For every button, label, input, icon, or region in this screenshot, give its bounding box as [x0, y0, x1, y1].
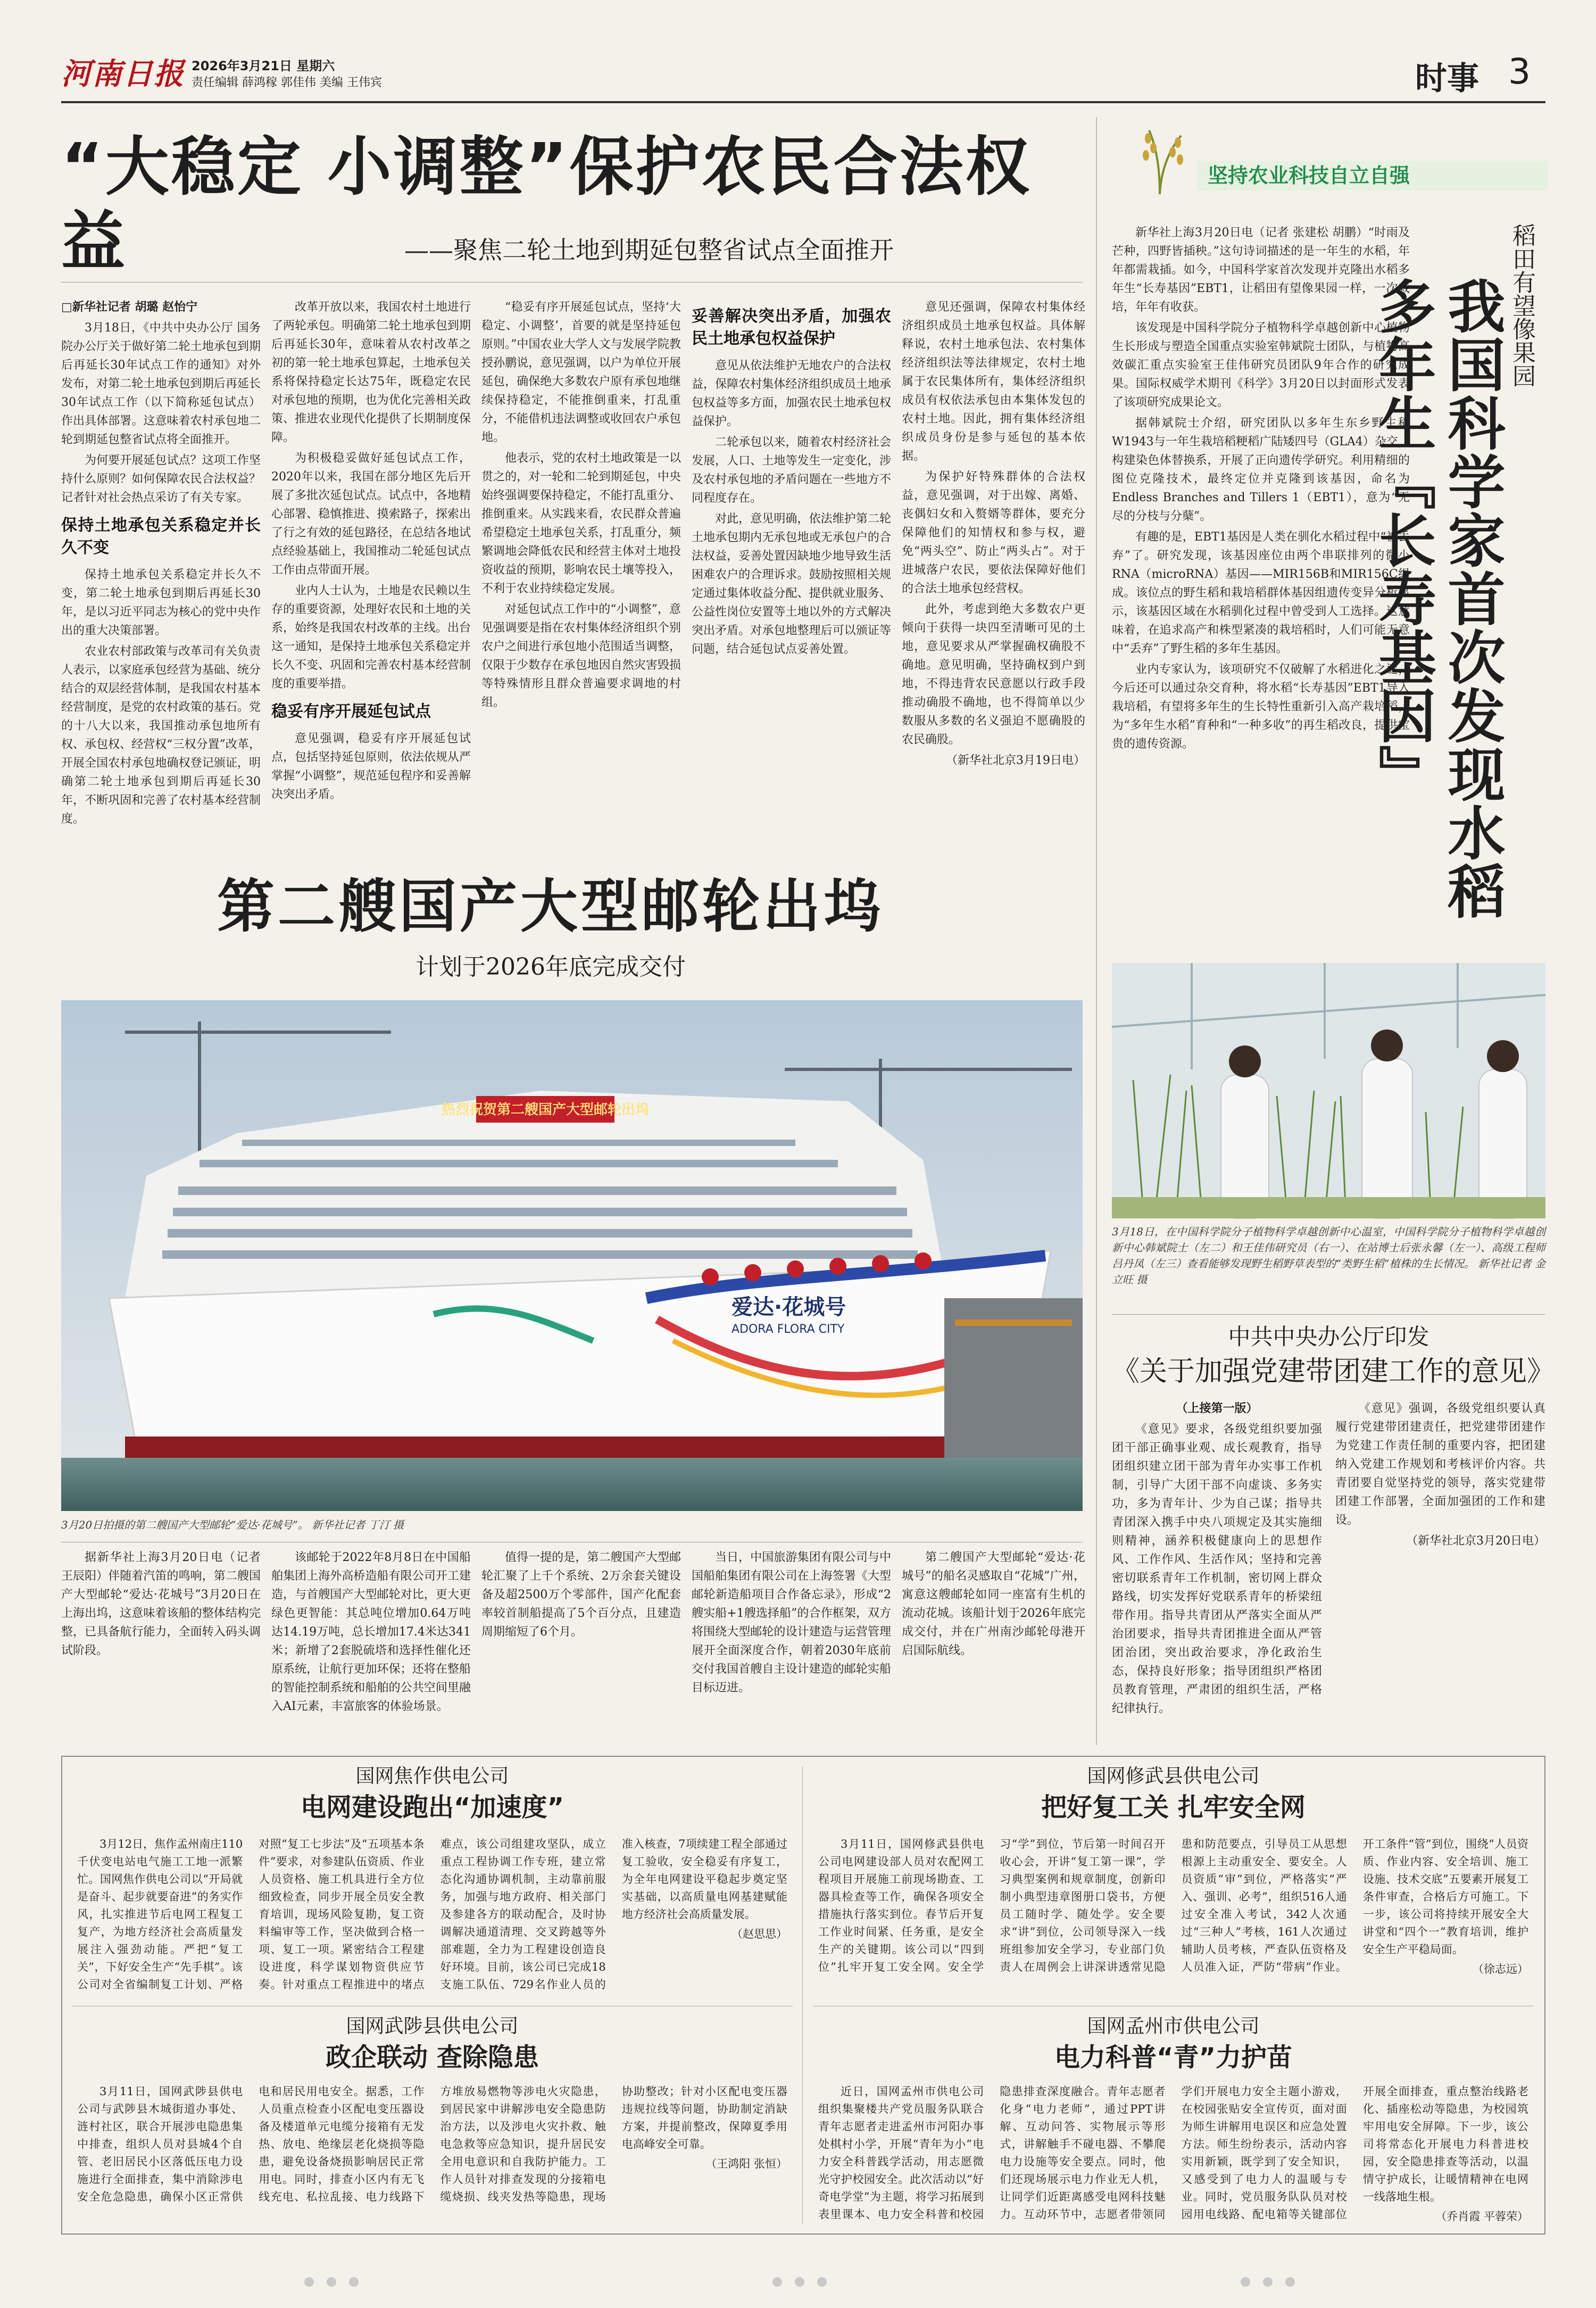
brief-title: 电网建设跑出“加速度” — [300, 1792, 564, 1822]
lead-para: 对此，意见明确，依法维护第二轮土地承包期内无承包地或无承包户的合法权益，妥善处置因缺地少地导致生活困难农户的合理诉求。鼓励按照相关规定通过集体收益分配、提供就业服务、公益性岗位安置等土地以外的方式解决突出矛盾。对承包地整理后可以颁证等问题，结合延包试点妥善处置。 — [692, 512, 891, 656]
brief-org: 国网孟州市供电公司 — [1087, 2015, 1260, 2037]
masthead — [0, 0, 1596, 104]
party-dateline: （新华社北京3月20日电） — [1406, 1534, 1545, 1548]
masthead-date: 2026年3月21日 星期六 — [192, 59, 335, 73]
page-dot — [304, 2277, 314, 2287]
lead-para: 农业农村部政策与改革司有关负责人表示，以家庭承包经营为基础、统分结合的双层经营体制，是我国农村基本经营制度，是党的农村政策的基石。党的十八大以来，我国推动承包地所有权、承包权、经营权“三权分置”改革，开展全国农村承包地确权登记颁证，明确第二轮土地承包到期后再延长30年，不断巩固和完善了农村基本经营制度。 — [61, 645, 261, 826]
cruise-para: 该邮轮于2022年8月8日在中国船舶集团上海外高桥造船有限公司开工建造，与首艘国产大型邮轮对比，更大更绿色更智能：其总吨位增加0.64万吨达14.19万吨，总长增加17.4米达341米；新增了2套脱硫塔和选择性催化还原系统，让航行更加环保；还将在整船的智能控制系统和船舶的公共空间里融入AI元素，丰富旅客的体验场景。 — [271, 1551, 471, 1713]
rice-caption: 3月18日，在中国科学院分子植物科学卓越创新中心温室，中国科学院分子植物科学卓越创新中心韩斌院士（左二）和王佳伟研究员（右一）、在站博士后张永馨（左一）、高级工程师吕丹凤（左三）查看能够发现野生稻野草表型的“类野生稻”植株的生长情况。 新华社记者 金立旺 摄 — [1112, 1225, 1545, 1286]
party-kicker: 中共中央办公厅印发 — [1228, 1324, 1429, 1350]
page-dot — [1241, 2277, 1250, 2287]
page-dot — [327, 2277, 336, 2287]
rice-para: 业内专家认为，该项研究不仅破解了水稻进化之谜，今后还可以通过杂交育种，将水稻“长寿基因”EBT1导入栽培稻，有望将多年生的生长特性重新引入高产栽培稻，为“多年生水稻”育种和“一种多收”的再生稻改良，提供宝贵的遗传资源。 — [1112, 663, 1410, 751]
brief-text: 近日，国网孟州市供电公司组织集聚楼共产党员服务队联合青年志愿者走进孟州市河阳办事处棋村小学，开展“青年为小”电力安全科普践学活动，用志愿微光守护校园安全。此次活动以“好奇电学堂”为主题，将学习拓展到表里课本、电力安全科普和校园隐患排查深度融合。青年志愿者化身“电力老师”，通过PPT讲解、互动问答、实物展示等形式，讲解触手不碰电器、不攀爬电力设施等安全要点。同时，他们还现场展示电力作业无人机，让同学们近距离感受电网科技魅力。互动环节中，志愿者带领同学们开展电力安全主题小游戏，在校园张贴安全宣传页，面对面为师生讲解用电误区和应急处置方法。师生纷纷表示，活动内容实用新颖，既学到了安全知识，又感受到了电力人的温暖与专业。同时，党员服务队队员对校园用电线路、配电箱等关键部位开展全面排查，重点整治线路老化、插座松动等隐患，为校园筑牢用电安全屏障。下一步，该公司将常态化开展电力科普进校园，安全隐患排查等活动，以温情守护成长，让暖情精神在电网一线落地生根。 — [818, 2085, 1528, 2221]
rice-plant-icon — [1123, 128, 1197, 197]
page-dot — [1285, 2277, 1295, 2287]
party-column-1 — [1112, 1399, 1322, 1724]
lead-para: 改革开放以来，我国农村土地进行了两轮承包。明确第二轮土地承包到期后再延长30年，意味着从农村改革之初的第一轮土地承包算起，土地承包关系将保持稳定长达75年，既稳定农民对承包地的预期，也为优化完善相关政策、推进农业现代化提供了长期制度保障。 — [271, 301, 471, 444]
rice-para: 新华社上海3月20日电（记者 张建松 胡鹏）“时雨及芒种，四野皆插秧。”这句诗词描述的是一年生的水稻，年年都需栽插。如今，中国科学家首次发现并克隆出水稻多年生“长寿基因”EBT1，让稻田有望像果园一样，一次栽培，年年有收获。 — [1112, 226, 1410, 314]
rice-column-left — [1112, 223, 1410, 958]
lead-para: 他表示，党的农村土地政策是一以贯之的，对一轮和二轮到期延包，中央始终强调要保持稳定，不能打乱重分、推倒重来。从实践来看，农民群众普遍希望稳定土地承包关系，打乱重分，频繁调地会降低农民和经营主体对土地投资收益的预期，影响农民土壤等投入，不利于农业持续稳定发展。 — [481, 452, 681, 595]
lead-column-5 — [902, 298, 1085, 830]
masthead-rule — [61, 101, 1545, 103]
lead-dateline: （新华社北京3月19日电） — [946, 754, 1085, 767]
lead-column-4 — [692, 298, 891, 830]
rice-banner — [1112, 128, 1545, 197]
rice-vertical-subtitle: 稻田有望像果园 — [1508, 223, 1535, 387]
lead-para: 对延包试点工作中的“小调整”，意见强调要是指在农村集体经济组织个别农户之间进行承包地小范围适当调整，仅限于少数存在承包地因自然灾害毁损等特殊情形且群众普遍要求调地的村组。 — [481, 603, 681, 709]
cruise-subtitle: 计划于2026年底完成交付 — [415, 953, 686, 981]
brief-author: （王鸿阳 张恒） — [705, 2157, 787, 2170]
lead-title: “大稳定 小调整”保护农民合法权益 — [61, 130, 1032, 279]
cruise-para: 第二艘国产大型邮轮“爱达·花城号”的船名灵感取自“花城”广州，寓意这艘邮轮如同一座富有生机的流动花城。该船计划于2026年底完成交付，并在广州南沙邮轮母港开启国际航线。 — [902, 1551, 1085, 1657]
cruise-column-4 — [692, 1548, 891, 1750]
rice-vertical-title: 我国科学家首次发现水稻多年生『长寿基因』 — [1369, 277, 1504, 920]
brief-body — [818, 1836, 1528, 1998]
party-para: 《意见》要求，各级党组织要加强团干部正确事业观、成长观教育，指导团组织建立团干部为青年办实事工作机制，引导广大团干部不向虚谈、多务实功，多为青年计、少为自己谋；指导共青团深入携手中央八项规定及其实施细则精神，涵养积极健康向上的思想作风、工作作风、生活作风；坚持和完善密切联系青年工作机制，密切网上群众路线，切实发挥好党联系青年的桥梁纽带作用。指导共青团从严落实全面从严治团要求，指导共青团推进全面从严管团治团，突出政治要求，净化政治生态，保持良好形象；指导团组织严格团员教育管理，严肃团的组织生活，严格纪律执行。 — [1112, 1423, 1322, 1715]
masthead-logo: 河南日报 — [61, 56, 185, 92]
brief-author: （徐志远） — [1473, 1963, 1528, 1975]
lead-para: 业内人士认为，土地是农民赖以生存的重要资源，处理好农民和土地的关系，始终是我国农村改革的主线。出台这一通知，是保持土地承包关系稳定并长久不变、巩固和完善农村基本经营制度的重要举措。 — [271, 584, 471, 691]
page-dot — [795, 2277, 804, 2287]
lead-column-2 — [271, 298, 471, 830]
brief-author: （赵思思） — [732, 1928, 787, 1940]
cruise-ship-illustration — [61, 1000, 1083, 1511]
party-column-2 — [1335, 1399, 1545, 1724]
brief-author: （乔肖霞 平蓉荣） — [1435, 2210, 1528, 2223]
brief-org: 国网焦作供电公司 — [355, 1765, 509, 1787]
page-dots-right — [1234, 2277, 1301, 2289]
lead-para: 二轮承包以来，随着农村经济社会发展，人口、土地等发生一定变化，涉及农村承包地的矛盾问题在一些地方不同程度存在。 — [692, 436, 891, 505]
cruise-caption: 3月20日拍摄的第二艘国产大型邮轮“爱达·花城号”。 新华社记者 丁汀 摄 — [61, 1518, 404, 1531]
page-number: 3 — [1508, 51, 1531, 92]
brief-text: 3月12日，焦作孟州南庄110千伏变电站电气施工工地一派繁忙。国网焦作供电公司以“开局就是奋斗、起步就要奋进”的务实作风，扎实推进节后电网工程复工复产，为地方经济社会高质量发展注入强劲动能。严把“复工关”，下好安全生产“先手棋”。该公司对全省编制复工计划、严格对照“复工七步法”及“五项基本条件”要求，对参建队伍资质、作业人员资格、施工机具进行全方位细致检查，同步开展全员安全教育培训，现场风险复勘，复工资料编审等工作，坚决做到合格一项、复工一项。紧密结合工程建设进度，科学谋划物资供应节奏。针对重点工程推进中的堵点难点，该公司组建攻坚队，成立重点工程协调工作专班，建立常态化沟通协调机制，主动靠前服务，加强与地方政府、相关部门及参建各方的联动配合，及时协调解决通道清理、交叉跨越等外部难题，全力为工程建设创造良好环境。目前，该公司已完成18支施工队伍、729名作业人员的准入核查，7项续建工程全部通过复工验收，安全稳妥有序复工，为全年电网建设平稳起步奠定坚实基础，以高质量电网基建赋能地方经济社会高质量发展。 — [77, 1838, 787, 1991]
section-title: 时事 — [1415, 60, 1479, 97]
party-top-rule — [1112, 1314, 1545, 1315]
brief-text: 3月11日，国网修武县供电公司电网建设部人员对农配网工程项目开展施工前现场勘查、工器具检查等工作，确保各项安全措施执行落实到位。春节后开复工作业时间紧、任务重，是安全生产的关键期。该公司以“四到位”扎牢开复工安全网。安全学习“学”到位，节后第一时间召开收心会，开讲“复工第一课”，学习典型案例和规章制度，创新印制小典型违章图册口袋书，方便员工随时学、随处学。安全要求“讲”到位，公司领导深入一线班组参加安全学习，专业部门负责人在周例会上讲深讲透常见隐患和防范要点，引导员工从思想根源上主动重安全、要安全。人员资质“审”到位，严格落实“严入、强训、必考”，组织516人通过安全准入考试，342人次通过“三种人”考核，161人次通过辅助人员考核，严查队伍资格及人员准入证，严防“带病”作业。开工条件“管”到位，围绕“人员资质、作业内容、安全培训、施工设施、技术交底”五要素开展复工条件审查，合格后方可施工。下一步，该公司将持续开展安全大讲堂和“四个一”教育培训，维护安全生产平稳局面。 — [818, 1838, 1528, 1973]
masthead-editors: 责任编辑 薛鸿稼 郭佳伟 美编 王伟宾 — [192, 76, 382, 89]
lead-para: 3月18日，《中共中央办公厅 国务院办公厅关于做好第二轮土地承包到期后再延长30年试点工作的通知》对外发布，对第二轮土地承包到期后再延长30年试点工作（以下简称延包试点）作出具体部署。这意味着农村承包地二轮到期延包整省试点将全面推开。 — [61, 321, 261, 446]
lead-subhead: 保持土地承包关系稳定并长久不变 — [61, 516, 261, 557]
page-dots-center — [766, 2277, 833, 2289]
rice-para: 据韩斌院士介绍，研究团队以多年生东乡野生稻W1943与一年生栽培稻粳稻广陆矮四号（GLA4）杂交，构建染色体替换系，开展了正向遗传学研究。利用精细的图位克隆技术，最终定位并克隆到该基因，命名为Endless Branches and Tillers 1（EBT1），意为“无尽的分枝与分蘖”。 — [1112, 417, 1410, 523]
cruise-column-3 — [481, 1548, 681, 1750]
brief-body — [818, 2083, 1528, 2227]
lead-byline: □新华社记者 胡璐 赵怡宁 — [61, 300, 198, 314]
ship-banner-text: 热烈祝贺第二艘国产大型邮轮出坞 — [441, 1102, 650, 1118]
lead-para: 为保护好特殊群体的合法权益，意见强调，对于出嫁、离婚、丧偶妇女和入赘婿等群体，要充分保障他们的知情权和参与权，避免“两头空”、防止“两头占”。对于进城落户农民，要依法保障好他们的合法土地承包经营权。 — [902, 470, 1085, 595]
party-title: 《关于加强党建带团建工作的意见》 — [1112, 1356, 1555, 1388]
brief-body — [77, 1836, 787, 1998]
page-dot — [349, 2277, 359, 2287]
ship-name-text: 爱达·花城号 — [732, 1295, 846, 1319]
lead-subhead: 妥善解决突出矛盾，加强农民土地承包权益保护 — [692, 307, 891, 348]
lead-subtitle: ——聚焦二轮土地到期延包整省试点全面推开 — [404, 236, 894, 264]
lead-para: “稳妥有序开展延包试点，坚持‘大稳定、小调整’，首要的就是坚持延包原则。”中国农业大学人文与发展学院教授孙鹏说，意见强调，以户为单位开展延包，确保绝大多数农户原有承包地继续保持稳定，不能推倒重来，打乱重分，不能借机违法调整或收回农户承包地。 — [481, 301, 681, 444]
brief-title: 把好复工关 扎牢安全网 — [1041, 1792, 1306, 1822]
party-from-page: （上接第一版） — [1176, 1401, 1258, 1415]
brief-org: 国网武陟县供电公司 — [346, 2015, 519, 2037]
brief-title: 电力科普“青”力护苗 — [1054, 2043, 1293, 2072]
cruise-column-2 — [271, 1548, 471, 1750]
cruise-para: 值得一提的是，第二艘国产大型邮轮汇聚了上千个系统、2万余套关键设备及超2500万个零部件，国产化配套率较首制船提高了5个百分点，且建造周期缩短了6个月。 — [481, 1551, 681, 1639]
page-dot — [772, 2277, 782, 2287]
lead-column-3 — [481, 298, 681, 830]
lead-para: 意见从依法维护无地农户的合法权益，保障农村集体经济组织成员土地承包权益等多方面，加强农民土地承包权益保护。 — [692, 359, 891, 428]
greenhouse-scene — [1112, 963, 1545, 1218]
lead-para: 为何要开展延包试点？这项工作坚持什么原则？如何保障农民合法权益？记者针对社会热点采访了有关专家。 — [61, 454, 261, 504]
page-column-divider — [1096, 117, 1097, 1745]
cruise-photo — [61, 1000, 1083, 1511]
party-para: 《意见》强调，各级党组织要认真履行党建带团建责任，把党建带团建作为党建工作责任制的重要内容，把团建纳入党建工作规划和考核评价内容。共青团要自觉坚持党的领导，落实党建带团建工作部署，全面加强团的工作和建设。 — [1335, 1402, 1545, 1527]
lead-para: 为积极稳妥做好延包试点工作，2020年以来，我国在部分地区先后开展了多批次延包试点。试点中，各地精心部署、稳慎推进、摸索路子，探索出了行之有效的延包路径，在总结各地试点经验基础上，我国推动二轮延包试点工作由点带面开展。 — [271, 452, 471, 577]
ship-name-en-text: ADORA FLORA CITY — [732, 1323, 845, 1336]
brief-text: 3月11日，国网武陟县供电公司与武陟县木城街道办事处、涟村社区，联合开展涉电隐患集中排查，组织人员对县城4个自管、老旧居民小区落低压电力设施进行全面排查，集中消除涉电安全危急隐患，确保小区正常供电和居民用电安全。据悉，工作人员重点检查小区配电变压器设备及楼道单元电缆分接箱有无发热、放电、绝缘层老化烧损等隐患，避免设备烧损影响居民正常用电。同时，排查小区内有无飞线充电、私拉乱接、电力线路下方堆放易燃物等涉电火灾隐患，到居民家中讲解涉电安全隐患防治方法，以及涉电火灾扑救、触电急救等应急知识，提升居民安全用电意识和自我防护能力。工作人员针对排查发现的分接箱电缆烧损、线夹发热等隐患，现场协助整改；针对小区配电变压器违规拉线等问题，协助制定消缺方案，并提前整改，保障夏季用电高峰安全可靠。 — [77, 2085, 787, 2203]
lead-subtitle-rule — [61, 282, 1083, 283]
rice-para: 该发现是中国科学院分子植物科学卓越创新中心植物生长形成与塑造全国重点实验室韩斌院士团队，与植物高效碳汇重点实验室王佳伟研究员团队9年合作的研究成果。国际权威学术期刊《科学》3月20日以封面形式发表了该项研究成果论文。 — [1112, 321, 1410, 409]
brief-body — [77, 2083, 787, 2227]
rice-para: 有趣的是，EBT1基因是人类在驯化水稻过程中“被丢弃”了。研究发现，该基因座位由两个串联排列的微小RNA（microRNA）基因——MIR156B和MIR156C组成。该位点的野生稻和栽培稻群体基因组遗传变异分析显示，该基因区域在水稻驯化过程中曾受到人工选择。这意味着，在追求高产和株型紧凑的栽培稻时，人们可能无意中“丢弃”了野生稻的多年生基因。 — [1112, 530, 1410, 655]
lead-column-1 — [61, 298, 261, 830]
lead-para: 此外，考虑到绝大多数农户更倾向于获得一块四至清晰可见的土地，意见要求从严掌握确权确股不确地。意见明确，坚持确权到户到地，不得违背农民意愿以行政手段推动确股不确地，也不得简单以少数服从多数的名义强迫不愿确股的农民确股。 — [902, 603, 1085, 746]
rice-banner-text: 坚持农业科技自立自强 — [1197, 161, 1548, 190]
cruise-column-1 — [61, 1548, 261, 1750]
cruise-para: 当日，中国旅游集团有限公司与中国船舶集团有限公司在上海签署《大型邮轮新造船项目合作备忘录》，形成“2艘实船+1艘选择船”的合作框架，双方将围绕大型邮轮的设计建造与运营管理展开全面深度合作，朝着2030年底前交付我国首艘自主设计建造的邮轮实船目标迈进。 — [692, 1551, 891, 1695]
lead-para: 意见强调，稳妥有序开展延包试点，包括坚持延包原则，依法依规从严掌握“小调整”，规范延包程序和妥善解决突出矛盾。 — [271, 732, 471, 801]
cruise-column-5 — [902, 1548, 1085, 1750]
page-dot — [1263, 2277, 1273, 2287]
brief-org: 国网修武县供电公司 — [1087, 1765, 1260, 1787]
briefs-center-divider — [802, 1766, 803, 2224]
cruise-title: 第二艘国产大型邮轮出坞 — [217, 874, 884, 940]
cruise-para: 据新华社上海3月20日电（记者 王辰阳）伴随着汽笛的鸣响，第二艘国产大型邮轮“爱达·花城号”3月20日在上海出坞，这意味着该船的整体结构完整，已具备航行能力，全面转入码头调试阶段。 — [61, 1551, 261, 1657]
page-dots-left — [298, 2277, 365, 2289]
lead-subhead: 稳妥有序开展延包试点 — [271, 702, 431, 721]
brief-title: 政企联动 查除隐患 — [326, 2043, 539, 2072]
lead-para: 保持土地承包关系稳定并长久不变，第二轮土地承包到期后再延长30年，是以习近平同志为核心的党中央作出的重大决策部署。 — [61, 568, 261, 637]
lead-para: 意见还强调，保障农村集体经济组织成员土地承包权益。具体解释说，农村土地承包法、农村集体经济组织法等法律规定，农村土地属于农民集体所有，集体经济组织成员有权依法承包由本集体发包的农村土地。因此，拥有集体经济组织成员身份是参与延包的基本依据。 — [902, 301, 1085, 463]
page-dot — [817, 2277, 827, 2287]
rice-photo — [1112, 963, 1545, 1218]
